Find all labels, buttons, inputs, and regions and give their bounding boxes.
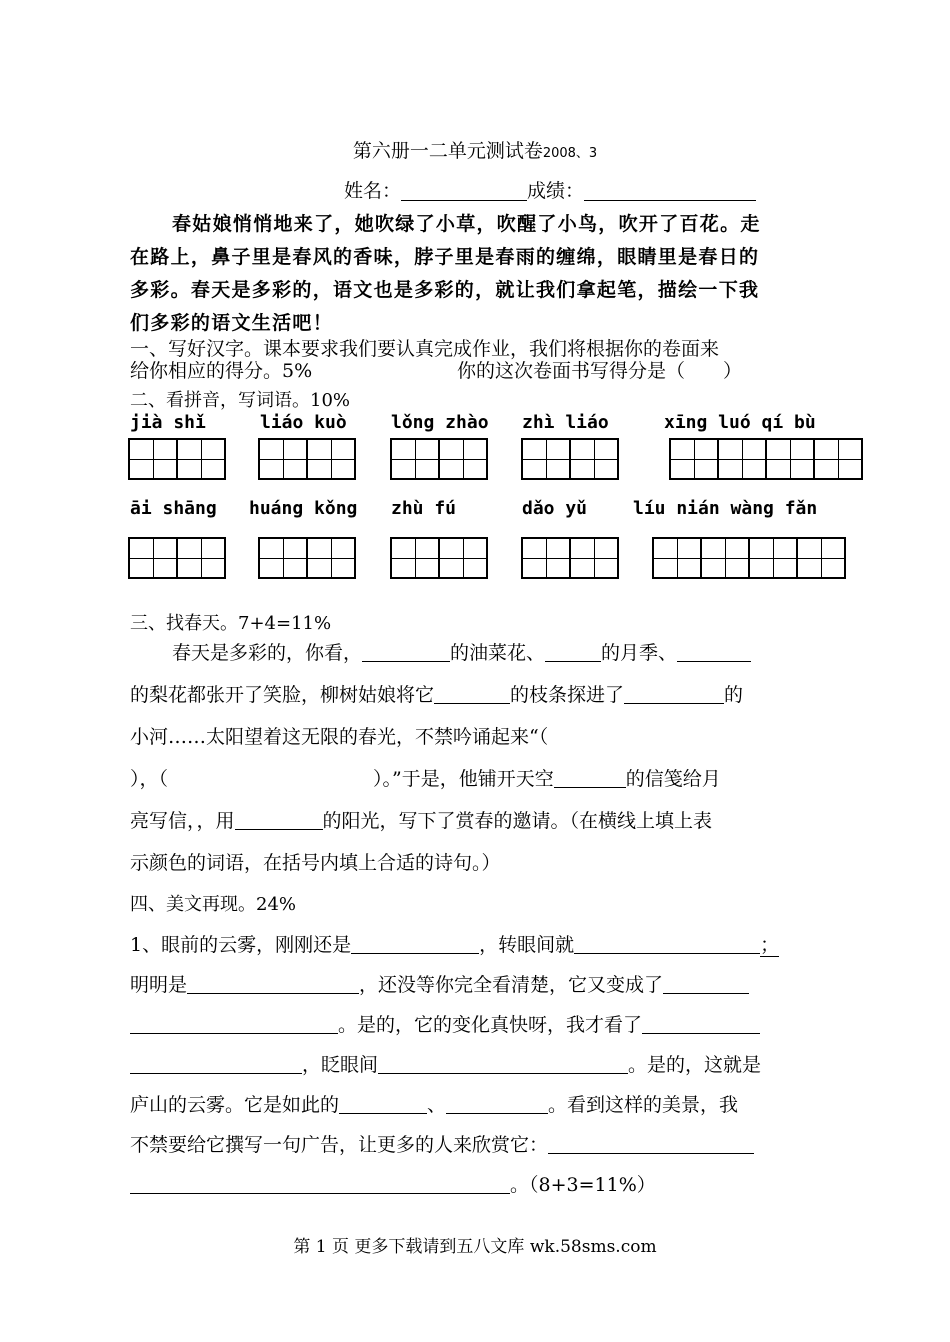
section4-heading: 四、美文再现。24% bbox=[130, 894, 297, 915]
text: 春天是多彩的，你看， bbox=[172, 642, 363, 664]
fill-blank[interactable] bbox=[545, 641, 601, 662]
fill-blank[interactable] bbox=[378, 1053, 628, 1074]
text: 的枝条探进了 bbox=[510, 684, 625, 706]
section4-line4 bbox=[130, 1050, 761, 1077]
intro-line: 春姑娘悄悄地来了，她吹绿了小草，吹醒了小鸟，吹开了百花。走 bbox=[172, 213, 761, 235]
fill-blank[interactable] bbox=[362, 641, 450, 662]
pinyin-zhiliao: zhì liáo bbox=[522, 412, 609, 433]
writing-grid[interactable] bbox=[521, 438, 619, 480]
section1-line2a: 给你相应的得分。5% bbox=[130, 360, 313, 382]
text: ； bbox=[760, 934, 780, 956]
fill-blank[interactable] bbox=[446, 1093, 548, 1114]
section4-line2 bbox=[130, 970, 749, 997]
pinyin-liaokuo: liáo kuò bbox=[260, 412, 347, 433]
writing-grid[interactable] bbox=[521, 537, 619, 579]
fill-blank[interactable] bbox=[130, 1013, 338, 1034]
text: 的信笺给月 bbox=[625, 768, 721, 790]
section3-line4 bbox=[130, 764, 721, 791]
section1-line1: 一、写好汉字。课本要求我们要认真完成作业，我们将根据你的卷面来 bbox=[130, 338, 720, 360]
section4-line5 bbox=[130, 1090, 738, 1117]
section3-line5 bbox=[130, 806, 712, 833]
pinyin-xingluoqibu: xīng luó qí bù bbox=[664, 412, 816, 433]
section3-heading: 三、找春天。7+4=11% bbox=[130, 613, 332, 634]
fill-blank[interactable] bbox=[663, 973, 749, 994]
section4-line1 bbox=[130, 930, 779, 957]
text: 的阳光，写下了赏春的邀请。（在横线上填上表 bbox=[322, 810, 713, 832]
fill-blank[interactable] bbox=[235, 809, 323, 830]
name-field[interactable] bbox=[401, 182, 527, 201]
writing-grid[interactable] bbox=[390, 438, 488, 480]
pinyin-daoyu: dǎo yǔ bbox=[522, 498, 588, 519]
text: ，转眼间就 bbox=[479, 934, 575, 956]
writing-grid[interactable] bbox=[258, 438, 356, 480]
fill-blank[interactable] bbox=[130, 1053, 302, 1074]
text: 1、眼前的云雾，刚刚还是 bbox=[130, 934, 352, 956]
fill-blank[interactable] bbox=[624, 683, 724, 704]
score-label: 成绩： bbox=[527, 180, 585, 202]
fill-blank[interactable] bbox=[677, 641, 751, 662]
pinyin-zhufu: zhù fú bbox=[391, 498, 457, 519]
text: 明明是 bbox=[130, 974, 188, 996]
intro-paragraph bbox=[130, 208, 830, 340]
text: 、 bbox=[427, 1094, 447, 1116]
writing-grid[interactable] bbox=[669, 438, 863, 480]
text: 的月季、 bbox=[601, 642, 678, 664]
section3-line3: 小河……太阳望着这无限的春光，不禁吟诵起来“（ bbox=[130, 726, 549, 748]
intro-line: 多彩。春天是多彩的，语文也是多彩的，就让我们拿起笔，描绘一下我 bbox=[130, 279, 760, 301]
section4-line6 bbox=[130, 1130, 754, 1157]
fill-blank[interactable] bbox=[434, 683, 510, 704]
fill-blank[interactable] bbox=[574, 933, 760, 954]
page-title bbox=[0, 136, 950, 163]
text: 亮写信，，用 bbox=[130, 810, 235, 832]
fill-blank[interactable] bbox=[339, 1093, 427, 1114]
text: 不禁要给它撰写一句广告，让更多的人来欣赏它： bbox=[130, 1134, 549, 1156]
text: ，眨眼间 bbox=[302, 1054, 379, 1076]
section3-line6: 示颜色的词语，在括号内填上合适的诗句。） bbox=[130, 852, 501, 874]
writing-grid[interactable] bbox=[258, 537, 356, 579]
fill-blank[interactable] bbox=[642, 1013, 760, 1034]
score-field[interactable] bbox=[584, 182, 756, 201]
section4-line3 bbox=[130, 1010, 760, 1037]
name-label: 姓名： bbox=[344, 180, 402, 202]
fill-blank[interactable] bbox=[548, 1133, 754, 1154]
pinyin-jiashi: jià shǐ bbox=[130, 412, 206, 433]
pinyin-aishang: āi shāng bbox=[130, 498, 217, 519]
text: 的 bbox=[724, 684, 744, 706]
fill-blank[interactable] bbox=[130, 1173, 510, 1194]
name-score-row bbox=[344, 176, 756, 203]
title-date: 2008、3 bbox=[542, 146, 598, 161]
text: 的梨花都张开了笑脸，柳树姑娘将它 bbox=[130, 684, 435, 706]
text: 。是的，它的变化真快呀，我才看了 bbox=[338, 1014, 643, 1036]
text: 。（8+3=11%） bbox=[510, 1174, 656, 1196]
writing-grid[interactable] bbox=[128, 537, 226, 579]
section3-line2 bbox=[130, 680, 743, 707]
text: 的油菜花、 bbox=[450, 642, 546, 664]
intro-line: 在路上，鼻子里是春风的香味，脖子里是春雨的缠绵，眼睛里是春日的 bbox=[130, 246, 760, 268]
pinyin-liunianwangfan: líu nián wàng fǎn bbox=[633, 498, 818, 519]
text: ）。”于是，他铺开天空 bbox=[373, 768, 554, 790]
writing-grid[interactable] bbox=[128, 438, 226, 480]
text: 。是的，这就是 bbox=[628, 1054, 762, 1076]
pinyin-longzhao: lǒng zhào bbox=[391, 412, 489, 433]
fill-blank[interactable] bbox=[554, 767, 626, 788]
text: 。看到这样的美景，我 bbox=[548, 1094, 739, 1116]
writing-grid[interactable] bbox=[652, 537, 846, 579]
section3-line1 bbox=[172, 638, 751, 665]
text: ），（ bbox=[130, 768, 169, 790]
fill-blank[interactable] bbox=[351, 933, 479, 954]
title-text: 第六册一二单元测试卷 bbox=[352, 140, 543, 162]
intro-line: 们多彩的语文生活吧！ bbox=[130, 312, 334, 334]
section1-line2b: 你的这次卷面书写得分是（ ） bbox=[457, 360, 743, 382]
fill-blank[interactable] bbox=[187, 973, 359, 994]
pinyin-huangkong: huáng kǒng bbox=[249, 498, 358, 519]
text: 庐山的云雾。它是如此的 bbox=[130, 1094, 340, 1116]
section2-heading: 二、看拼音，写词语。10% bbox=[130, 390, 351, 411]
writing-grid[interactable] bbox=[390, 537, 488, 579]
text: ，还没等你完全看清楚，它又变成了 bbox=[359, 974, 664, 996]
section4-line7 bbox=[130, 1170, 656, 1197]
page-footer: 第 1 页 更多下载请到五八文库 wk.58sms.com bbox=[293, 1237, 657, 1257]
